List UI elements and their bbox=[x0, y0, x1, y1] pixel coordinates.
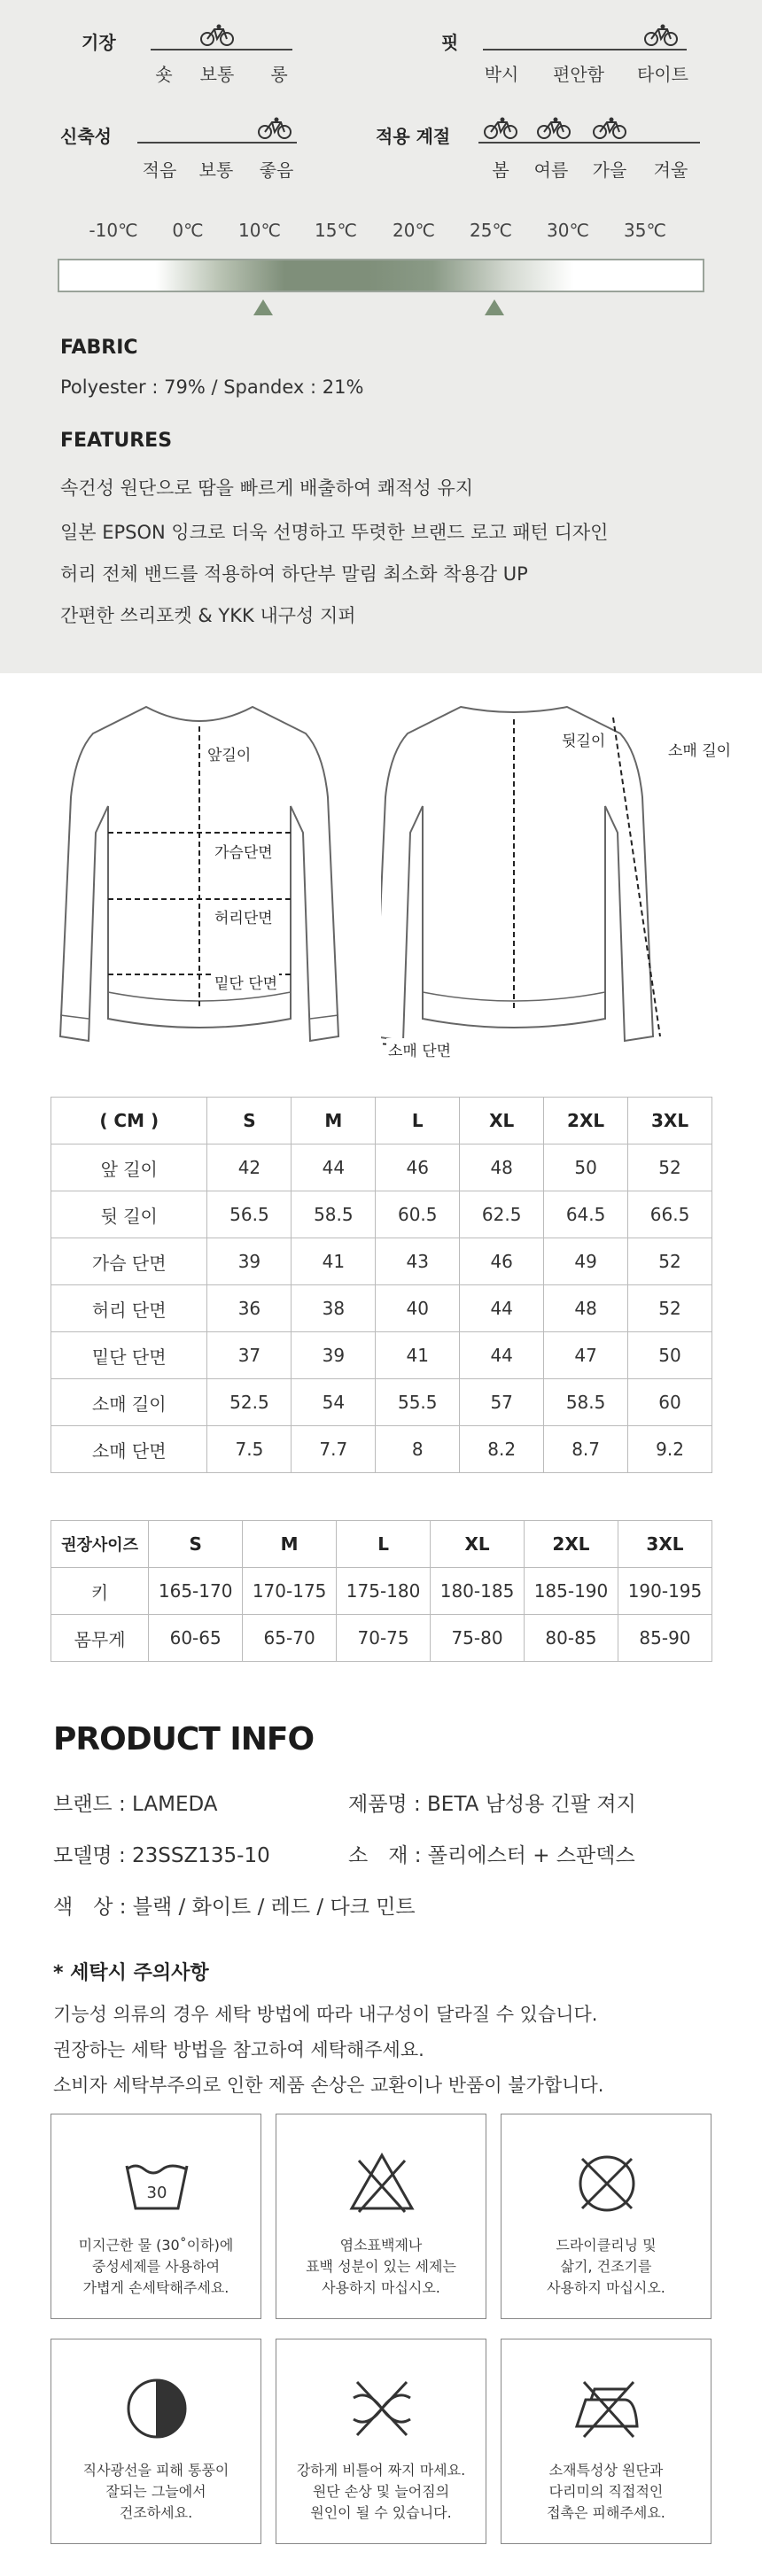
table-header-row bbox=[51, 1098, 712, 1144]
wash-30-icon bbox=[121, 2148, 192, 2219]
care-card bbox=[276, 2114, 486, 2319]
temp-label: 15℃ bbox=[315, 220, 357, 241]
stretch-option-regular: 보통 bbox=[198, 159, 234, 181]
bicycle-indicator-icon bbox=[199, 22, 235, 47]
product-name-info: 제품명 : BETA 남성용 긴팔 져지 bbox=[348, 1793, 636, 1816]
sleeve-width-label: 소매 단면 bbox=[386, 1038, 453, 1060]
table-cell: 165-170 bbox=[149, 1568, 243, 1615]
care-card-text: 미지근한 물 (30˚이하)에 중성세제를 사용하여 가볍게 손세탁해주세요. bbox=[78, 2237, 234, 2296]
season-option-summer: 여름 bbox=[533, 159, 569, 181]
table-row bbox=[51, 1285, 712, 1332]
table-cell: 75-80 bbox=[431, 1615, 525, 1662]
table-cell: 46 bbox=[460, 1238, 544, 1285]
care-note: 기능성 의류의 경우 세탁 방법에 따라 내구성이 달라질 수 있습니다. bbox=[53, 2004, 598, 2025]
table-cell: 48 bbox=[544, 1285, 628, 1332]
table-row-label: 소매 단면 bbox=[51, 1426, 207, 1473]
length-option-short: 숏 bbox=[155, 64, 173, 85]
length-option-long: 롱 bbox=[270, 64, 288, 85]
table-cell: 54 bbox=[292, 1379, 376, 1426]
temp-range-start-marker bbox=[253, 299, 273, 315]
bicycle-indicator-icon bbox=[483, 115, 518, 140]
season-option-autumn: 가을 bbox=[592, 159, 627, 181]
table-cell: 44 bbox=[460, 1285, 544, 1332]
fit-label: 핏 bbox=[441, 32, 459, 53]
waist-width-label: 허리단면 bbox=[213, 905, 275, 927]
table-row bbox=[51, 1238, 712, 1285]
table-row bbox=[51, 1332, 712, 1379]
table-cell: 60-65 bbox=[149, 1615, 243, 1662]
table-cell: 50 bbox=[544, 1144, 628, 1191]
table-cell: 43 bbox=[376, 1238, 460, 1285]
no-dry-clean-icon bbox=[572, 2148, 642, 2219]
feature-item: 일본 EPSON 잉크로 더욱 선명하고 뚜렷한 브랜드 로고 패턴 디자인 bbox=[60, 522, 609, 543]
table-cell: 57 bbox=[460, 1379, 544, 1426]
season-label: 적용 계절 bbox=[376, 126, 451, 147]
front-length-label: 앞길이 bbox=[206, 742, 253, 764]
table-cell: 185-190 bbox=[525, 1568, 618, 1615]
care-card bbox=[51, 2339, 261, 2544]
wash-temperature-text: 30 bbox=[146, 2184, 167, 2202]
features-heading: FEATURES bbox=[60, 430, 173, 452]
table-cell: 60.5 bbox=[376, 1191, 460, 1238]
table-header-cell: S bbox=[149, 1521, 243, 1568]
table-cell: 38 bbox=[292, 1285, 376, 1332]
season-scale-line bbox=[478, 142, 700, 144]
care-card-text: 직사광선을 피해 통풍이 잘되는 그늘에서 건조하세요. bbox=[82, 2462, 229, 2521]
table-cell: 60 bbox=[628, 1379, 712, 1426]
fit-option-comfortable: 편안함 bbox=[553, 64, 604, 85]
table-cell: 190-195 bbox=[618, 1568, 711, 1615]
table-header-cell: L bbox=[337, 1521, 431, 1568]
fabric-text: Polyester : 79% / Spandex : 21% bbox=[60, 376, 364, 398]
table-cell: 64.5 bbox=[544, 1191, 628, 1238]
table-cell: 56.5 bbox=[207, 1191, 292, 1238]
table-cell: 9.2 bbox=[628, 1426, 712, 1473]
table-cell: 39 bbox=[207, 1238, 292, 1285]
table-cell: 41 bbox=[292, 1238, 376, 1285]
table-header-cell: 3XL bbox=[618, 1521, 711, 1568]
care-note: 권장하는 세탁 방법을 참고하여 세탁해주세요. bbox=[53, 2039, 424, 2060]
temp-label: 0℃ bbox=[172, 220, 204, 241]
table-cell: 49 bbox=[544, 1238, 628, 1285]
fit-option-tight: 타이트 bbox=[637, 64, 688, 85]
table-header-cell: 2XL bbox=[525, 1521, 618, 1568]
table-row bbox=[51, 1568, 712, 1615]
temp-label: 25℃ bbox=[470, 220, 512, 241]
table-cell: 55.5 bbox=[376, 1379, 460, 1426]
feature-item: 허리 전체 밴드를 적용하여 하단부 말림 최소화 착용감 UP bbox=[60, 563, 528, 585]
no-wring-icon bbox=[346, 2373, 417, 2444]
table-cell: 50 bbox=[628, 1332, 712, 1379]
temperature-range-bar bbox=[58, 259, 704, 292]
bicycle-indicator-icon bbox=[536, 115, 572, 140]
table-row-label: 가슴 단면 bbox=[51, 1238, 207, 1285]
table-header-cell: ( CM ) bbox=[51, 1098, 207, 1144]
stretch-scale-line bbox=[137, 142, 297, 144]
length-label: 기장 bbox=[82, 32, 116, 53]
table-cell: 175-180 bbox=[337, 1568, 431, 1615]
season-option-spring: 봄 bbox=[492, 159, 509, 181]
table-cell: 85-90 bbox=[618, 1615, 711, 1662]
chest-width-label: 가슴단면 bbox=[213, 840, 275, 862]
temp-range-end-marker bbox=[485, 299, 504, 315]
table-cell: 44 bbox=[460, 1332, 544, 1379]
care-card-text: 소재특성상 원단과 다리미의 직접적인 접촉은 피해주세요. bbox=[547, 2462, 665, 2521]
table-row bbox=[51, 1191, 712, 1238]
stretch-label: 신축성 bbox=[60, 126, 112, 147]
table-row-label: 키 bbox=[51, 1568, 149, 1615]
table-cell: 41 bbox=[376, 1332, 460, 1379]
temp-label: 35℃ bbox=[624, 220, 666, 241]
temp-label: 20℃ bbox=[393, 220, 435, 241]
table-row-label: 소매 길이 bbox=[51, 1379, 207, 1426]
care-card bbox=[276, 2339, 486, 2544]
feature-item: 속건성 원단으로 땀을 빠르게 배출하여 쾌적성 유지 bbox=[60, 477, 474, 499]
care-card-text: 염소표백제나 표백 성분이 있는 세제는 사용하지 마십시오. bbox=[306, 2237, 456, 2296]
table-cell: 65-70 bbox=[243, 1615, 337, 1662]
table-header-row bbox=[51, 1521, 712, 1568]
table-cell: 52 bbox=[628, 1144, 712, 1191]
table-row bbox=[51, 1144, 712, 1191]
temp-label: 30℃ bbox=[547, 220, 589, 241]
table-row-label: 뒷 길이 bbox=[51, 1191, 207, 1238]
table-cell: 180-185 bbox=[431, 1568, 525, 1615]
table-cell: 39 bbox=[292, 1332, 376, 1379]
temp-label: 10℃ bbox=[238, 220, 281, 241]
no-bleach-icon bbox=[346, 2148, 417, 2219]
table-cell: 70-75 bbox=[337, 1615, 431, 1662]
table-row-label: 앞 길이 bbox=[51, 1144, 207, 1191]
table-cell: 52 bbox=[628, 1285, 712, 1332]
table-row-label: 허리 단면 bbox=[51, 1285, 207, 1332]
table-cell: 40 bbox=[376, 1285, 460, 1332]
table-row bbox=[51, 1615, 712, 1662]
fit-scale-line bbox=[483, 49, 687, 50]
feature-item: 간편한 쓰리포켓 & YKK 내구성 지퍼 bbox=[60, 605, 356, 626]
table-header-cell: XL bbox=[460, 1098, 544, 1144]
recommended-size-table bbox=[51, 1520, 712, 1662]
care-card-text: 드라이클리닝 및 삶기, 건조기를 사용하지 마십시오. bbox=[547, 2237, 665, 2296]
brand-info: 브랜드 : LAMEDA bbox=[53, 1793, 218, 1816]
care-note: 소비자 세탁부주의로 인한 제품 손상은 교환이나 반품이 불가합니다. bbox=[53, 2075, 604, 2096]
table-cell: 58.5 bbox=[544, 1379, 628, 1426]
material-info: 소 재 : 폴리에스터 + 스판덱스 bbox=[348, 1844, 635, 1867]
length-option-regular: 보통 bbox=[199, 64, 235, 85]
table-cell: 8.2 bbox=[460, 1426, 544, 1473]
stretch-option-good: 좋음 bbox=[259, 159, 294, 181]
temp-label: -10℃ bbox=[89, 220, 138, 241]
table-cell: 37 bbox=[207, 1332, 292, 1379]
care-card bbox=[501, 2339, 711, 2544]
back-length-label: 뒷길이 bbox=[560, 728, 607, 750]
dry-shade-icon bbox=[121, 2373, 192, 2444]
no-iron-icon bbox=[572, 2373, 642, 2444]
sleeve-length-label: 소매 길이 bbox=[666, 738, 733, 760]
stretch-option-low: 적음 bbox=[142, 159, 177, 181]
table-cell: 58.5 bbox=[292, 1191, 376, 1238]
table-cell: 52.5 bbox=[207, 1379, 292, 1426]
season-option-winter: 겨울 bbox=[653, 159, 688, 181]
table-cell: 80-85 bbox=[525, 1615, 618, 1662]
bicycle-indicator-icon bbox=[643, 22, 679, 47]
table-cell: 44 bbox=[292, 1144, 376, 1191]
table-cell: 52 bbox=[628, 1238, 712, 1285]
care-card bbox=[51, 2114, 261, 2319]
table-cell: 7.5 bbox=[207, 1426, 292, 1473]
size-table bbox=[51, 1097, 712, 1473]
table-cell: 8 bbox=[376, 1426, 460, 1473]
care-heading: * 세탁시 주의사항 bbox=[53, 1962, 209, 1984]
table-header-cell: 3XL bbox=[628, 1098, 712, 1144]
table-cell: 66.5 bbox=[628, 1191, 712, 1238]
table-cell: 7.7 bbox=[292, 1426, 376, 1473]
model-info: 모델명 : 23SSZ135-10 bbox=[53, 1844, 270, 1867]
table-row-label: 몸무게 bbox=[51, 1615, 149, 1662]
table-header-cell: L bbox=[376, 1098, 460, 1144]
table-header-cell: M bbox=[243, 1521, 337, 1568]
product-info-title: PRODUCT INFO bbox=[53, 1721, 315, 1757]
table-header-cell: M bbox=[292, 1098, 376, 1144]
table-cell: 42 bbox=[207, 1144, 292, 1191]
table-row bbox=[51, 1426, 712, 1473]
table-header-cell: XL bbox=[431, 1521, 525, 1568]
table-header-cell: S bbox=[207, 1098, 292, 1144]
table-row-label: 밑단 단면 bbox=[51, 1332, 207, 1379]
color-info: 색 상 : 블랙 / 화이트 / 레드 / 다크 민트 bbox=[53, 1896, 416, 1919]
care-card-text: 강하게 비틀어 짜지 마세요. 원단 손상 및 늘어짐의 원인이 될 수 있습니다. bbox=[296, 2462, 466, 2521]
table-cell: 62.5 bbox=[460, 1191, 544, 1238]
care-card bbox=[501, 2114, 711, 2319]
table-header-cell: 권장사이즈 bbox=[51, 1521, 149, 1568]
table-row bbox=[51, 1379, 712, 1426]
fabric-heading: FABRIC bbox=[60, 337, 138, 359]
length-scale-line bbox=[151, 49, 292, 50]
table-cell: 47 bbox=[544, 1332, 628, 1379]
table-cell: 48 bbox=[460, 1144, 544, 1191]
bicycle-indicator-icon bbox=[592, 115, 627, 140]
bicycle-indicator-icon bbox=[257, 115, 292, 140]
fit-option-boxy: 박시 bbox=[484, 64, 519, 85]
hem-width-label: 밑단 단면 bbox=[213, 971, 279, 993]
table-cell: 36 bbox=[207, 1285, 292, 1332]
front-garment-diagram bbox=[53, 700, 346, 1050]
table-header-cell: 2XL bbox=[544, 1098, 628, 1144]
table-cell: 8.7 bbox=[544, 1426, 628, 1473]
table-cell: 170-175 bbox=[243, 1568, 337, 1615]
table-cell: 46 bbox=[376, 1144, 460, 1191]
